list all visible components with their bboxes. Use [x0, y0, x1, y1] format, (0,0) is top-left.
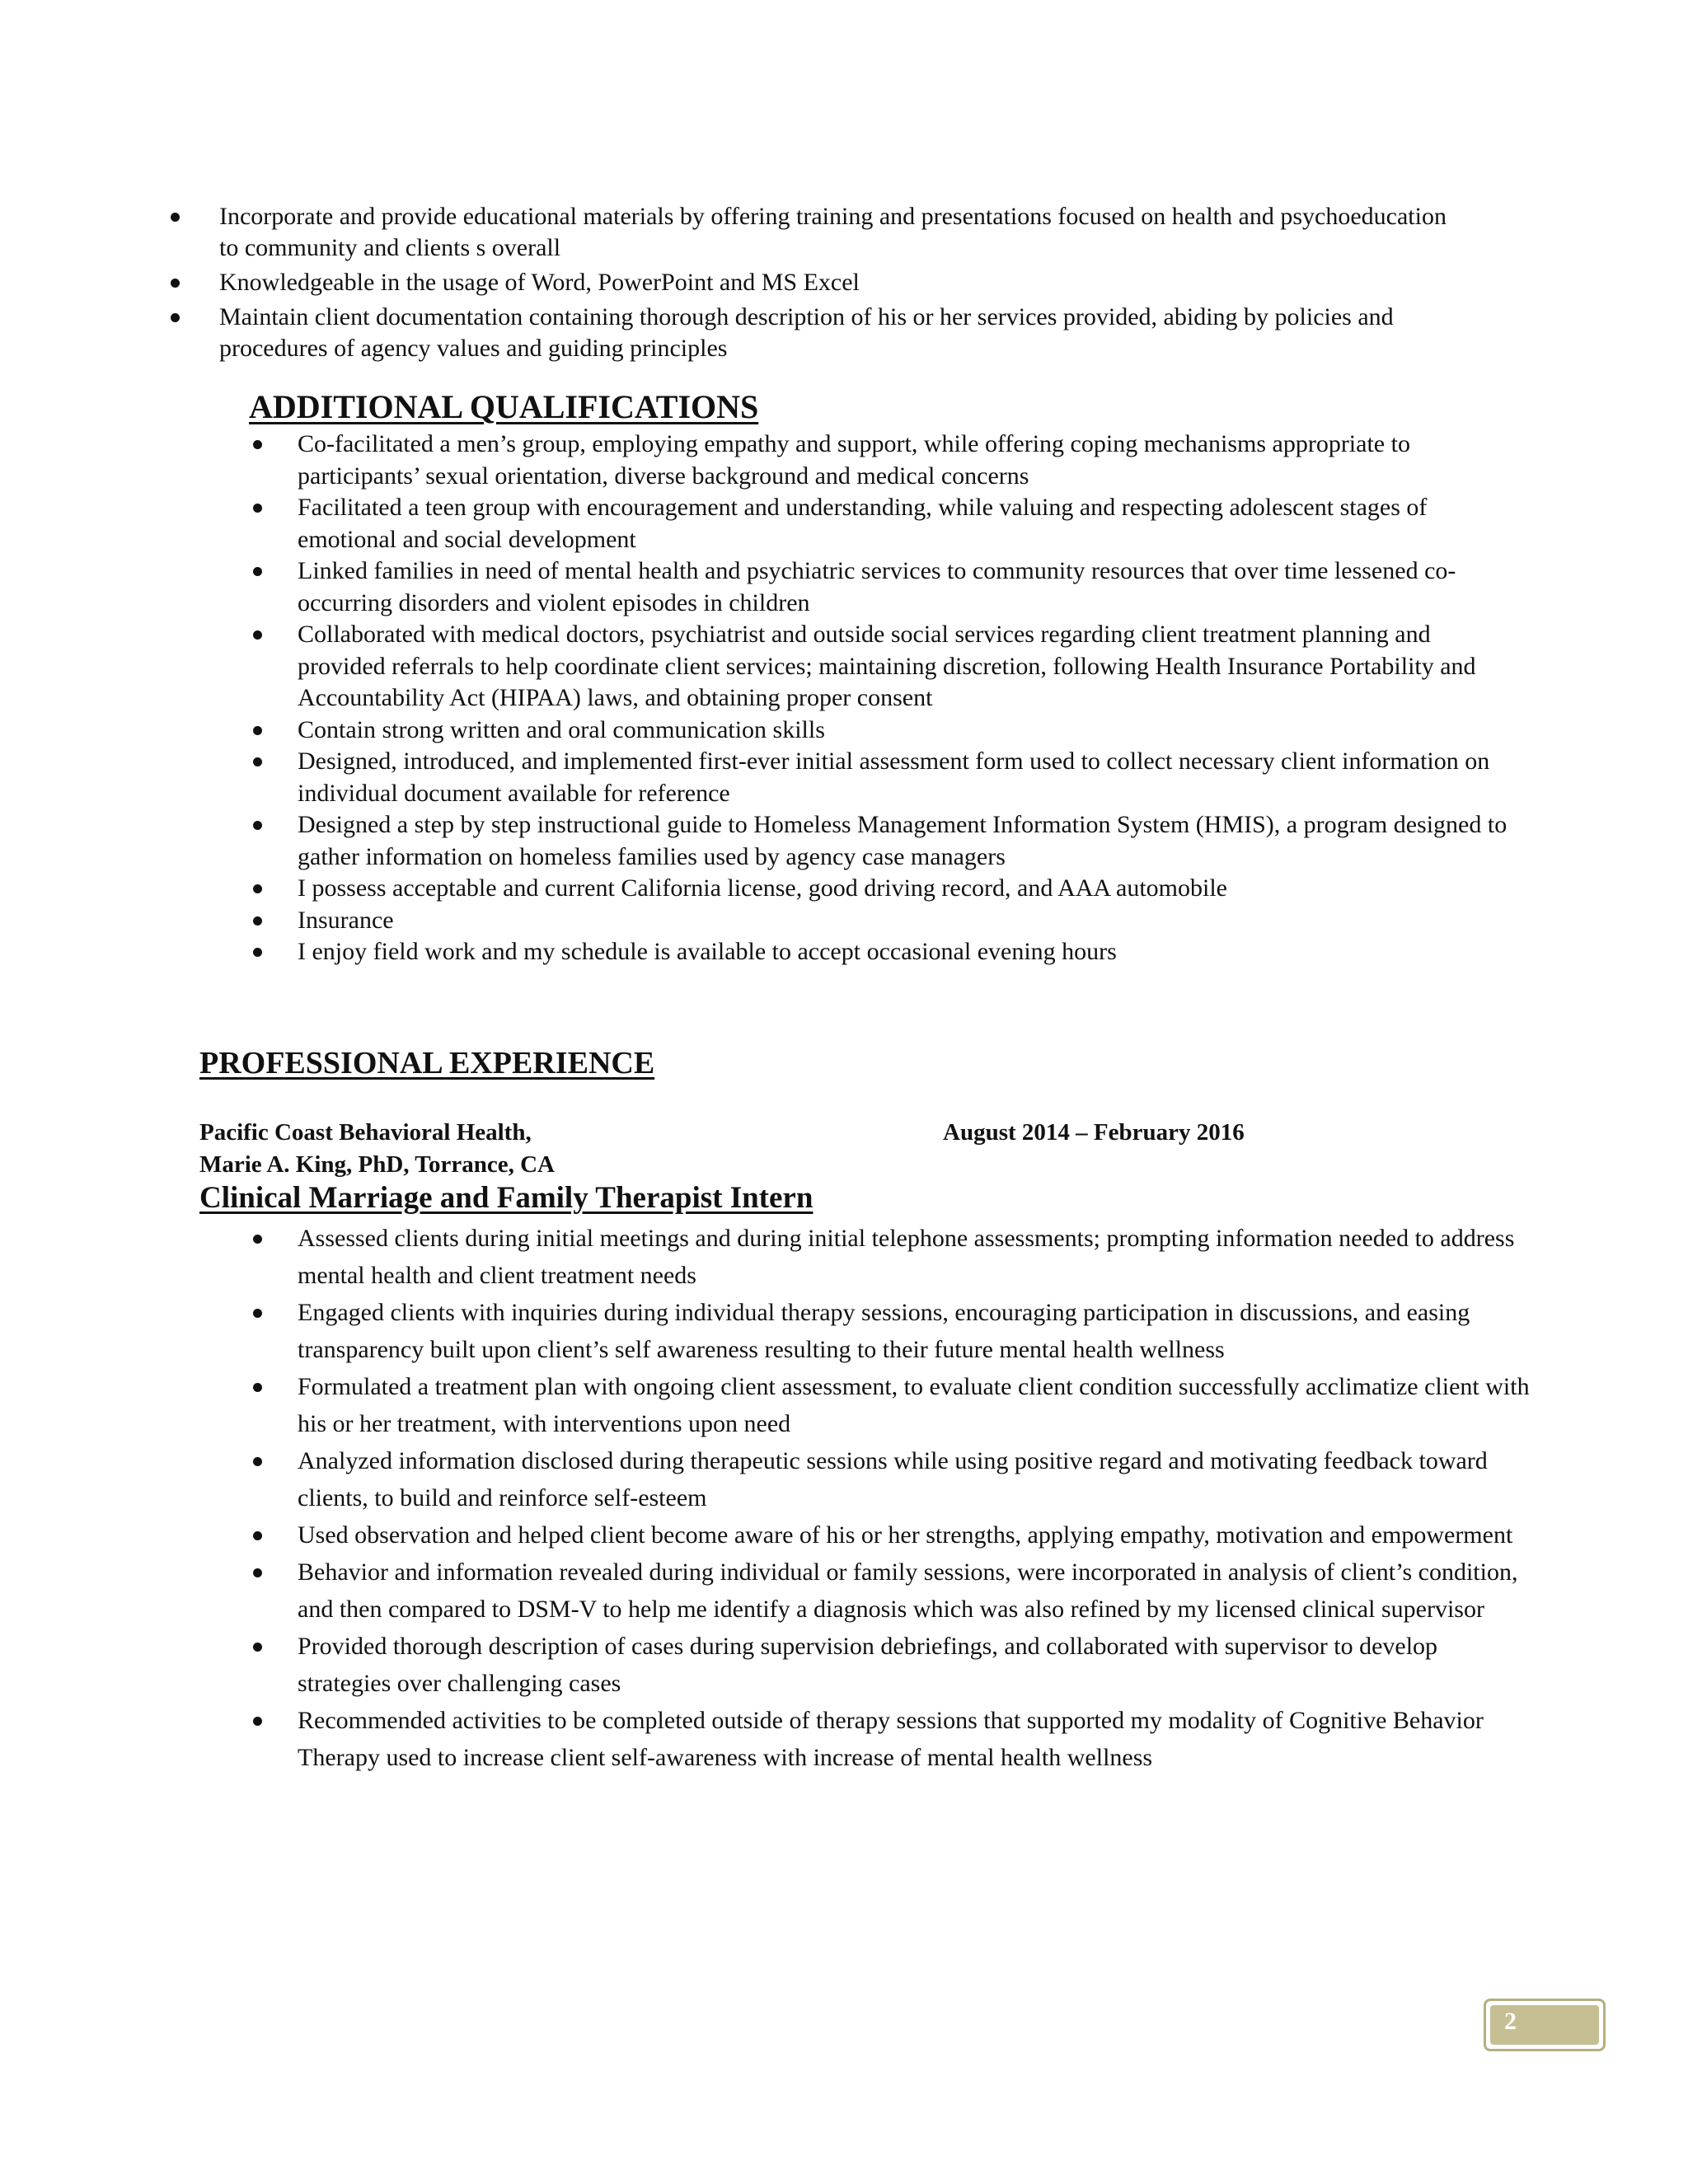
- list-item: Knowledgeable in the usage of Word, PowerPoint and MS Excel: [219, 267, 1456, 298]
- list-item: Incorporate and provide educational materials by offering training and presentations focused on health and psychoeducation to community and clients s overall: [219, 201, 1456, 264]
- list-item: Analyzed information disclosed during therapeutic sessions while using positive regard and motivating feedback toward clients, to build and reinforce self-esteem: [298, 1442, 1534, 1516]
- list-item: Co-facilitated a men’s group, employing empathy and support, while offering coping mechanisms appropriate to participants’ sexual orientation, diverse background and medical concerns: [298, 429, 1517, 492]
- list-item: Designed, introduced, and implemented first-ever initial assessment form used to collect necessary client information on individual document available for reference: [298, 746, 1517, 809]
- bullet-icon: [253, 1309, 262, 1318]
- list-item: Provided thorough description of cases during supervision debriefings, and collaborated with supervisor to develop strategies over challenging cases: [298, 1628, 1534, 1702]
- bullet-icon: [253, 504, 262, 513]
- bullet-icon: [253, 1235, 262, 1244]
- bullet-icon: [171, 213, 180, 222]
- list-item: Recommended activities to be completed outside of therapy sessions that supported my modality of Cognitive Behavior Therapy used to increase client self-awareness with increase of mental health wellness: [298, 1702, 1534, 1776]
- bullet-icon: [253, 726, 262, 735]
- list-item: Collaborated with medical doctors, psychiatrist and outside social services regarding client treatment planning and provided referrals to help coordinate client services; maintaining discretion, following Health Insurance Portability and Accountability Act (HIPAA) laws, and obtaining proper consent: [298, 619, 1517, 715]
- list-item: Formulated a treatment plan with ongoing client assessment, to evaluate client condition successfully acclimatize client with his or her treatment, with interventions upon need: [298, 1368, 1534, 1442]
- list-item: I possess acceptable and current California license, good driving record, and AAA automobile: [298, 873, 1517, 905]
- bullet-icon: [253, 1643, 262, 1652]
- bullet-icon: [253, 916, 262, 926]
- list-item: Designed a step by step instructional guide to Homeless Management Information System (HMIS), a program designed to gather information on homeless families used by agency case managers: [298, 809, 1517, 873]
- additional-qualifications-heading: ADDITIONAL QUALIFICATIONS: [249, 388, 759, 425]
- employer-name: Pacific Coast Behavioral Health,: [199, 1119, 532, 1146]
- qualifications-list: [298, 429, 1517, 968]
- bullet-icon: [171, 279, 180, 288]
- list-item: Maintain client documentation containing thorough description of his or her services provided, abiding by policies and procedures of agency values and guiding principles: [219, 302, 1456, 364]
- list-item: Behavior and information revealed during individual or family sessions, were incorporated in analysis of client’s condition, and then compared to DSM-V to help me identify a diagnosis which was also refined by my licensed clinical supervisor: [298, 1554, 1534, 1628]
- list-item: Facilitated a teen group with encouragement and understanding, while valuing and respecting adolescent stages of emotional and social development: [298, 492, 1517, 555]
- list-item: Used observation and helped client become aware of his or her strengths, applying empathy, motivation and empowerment: [298, 1516, 1534, 1554]
- page-number-badge: [1484, 1999, 1606, 2051]
- bullet-icon: [253, 440, 262, 449]
- bullet-icon: [171, 313, 180, 322]
- employment-dates: August 2014 – February 2016: [943, 1119, 1245, 1146]
- bullet-icon: [253, 567, 262, 576]
- list-item: I enjoy field work and my schedule is available to accept occasional evening hours: [298, 936, 1517, 968]
- bullet-icon: [253, 884, 262, 893]
- bullet-icon: [253, 1568, 262, 1577]
- supervisor-location: Marie A. King, PhD, Torrance, CA: [199, 1151, 555, 1178]
- top-bullet-list: [219, 201, 1456, 368]
- bullet-icon: [253, 1383, 262, 1392]
- list-item: Engaged clients with inquiries during individual therapy sessions, encouraging participation in discussions, and easing transparency built upon client’s self awareness resulting to their future mental health wellness: [298, 1294, 1534, 1368]
- job-title: Clinical Marriage and Family Therapist Intern: [199, 1181, 814, 1215]
- list-item: Insurance: [298, 905, 1517, 937]
- bullet-icon: [253, 948, 262, 957]
- bullet-icon: [253, 1717, 262, 1726]
- list-item: Assessed clients during initial meetings and during initial telephone assessments; prompting information needed to address mental health and client treatment needs: [298, 1220, 1534, 1294]
- page-number: 2: [1504, 2008, 1517, 2035]
- bullet-icon: [253, 1457, 262, 1466]
- duties-list: [298, 1220, 1534, 1776]
- professional-experience-heading: PROFESSIONAL EXPERIENCE: [199, 1046, 655, 1080]
- bullet-icon: [253, 821, 262, 830]
- bullet-icon: [253, 757, 262, 766]
- list-item: Linked families in need of mental health and psychiatric services to community resources that over time lessened co-occurring disorders and violent episodes in children: [298, 555, 1517, 619]
- list-item: Contain strong written and oral communication skills: [298, 715, 1517, 747]
- bullet-icon: [253, 1531, 262, 1540]
- bullet-icon: [253, 630, 262, 640]
